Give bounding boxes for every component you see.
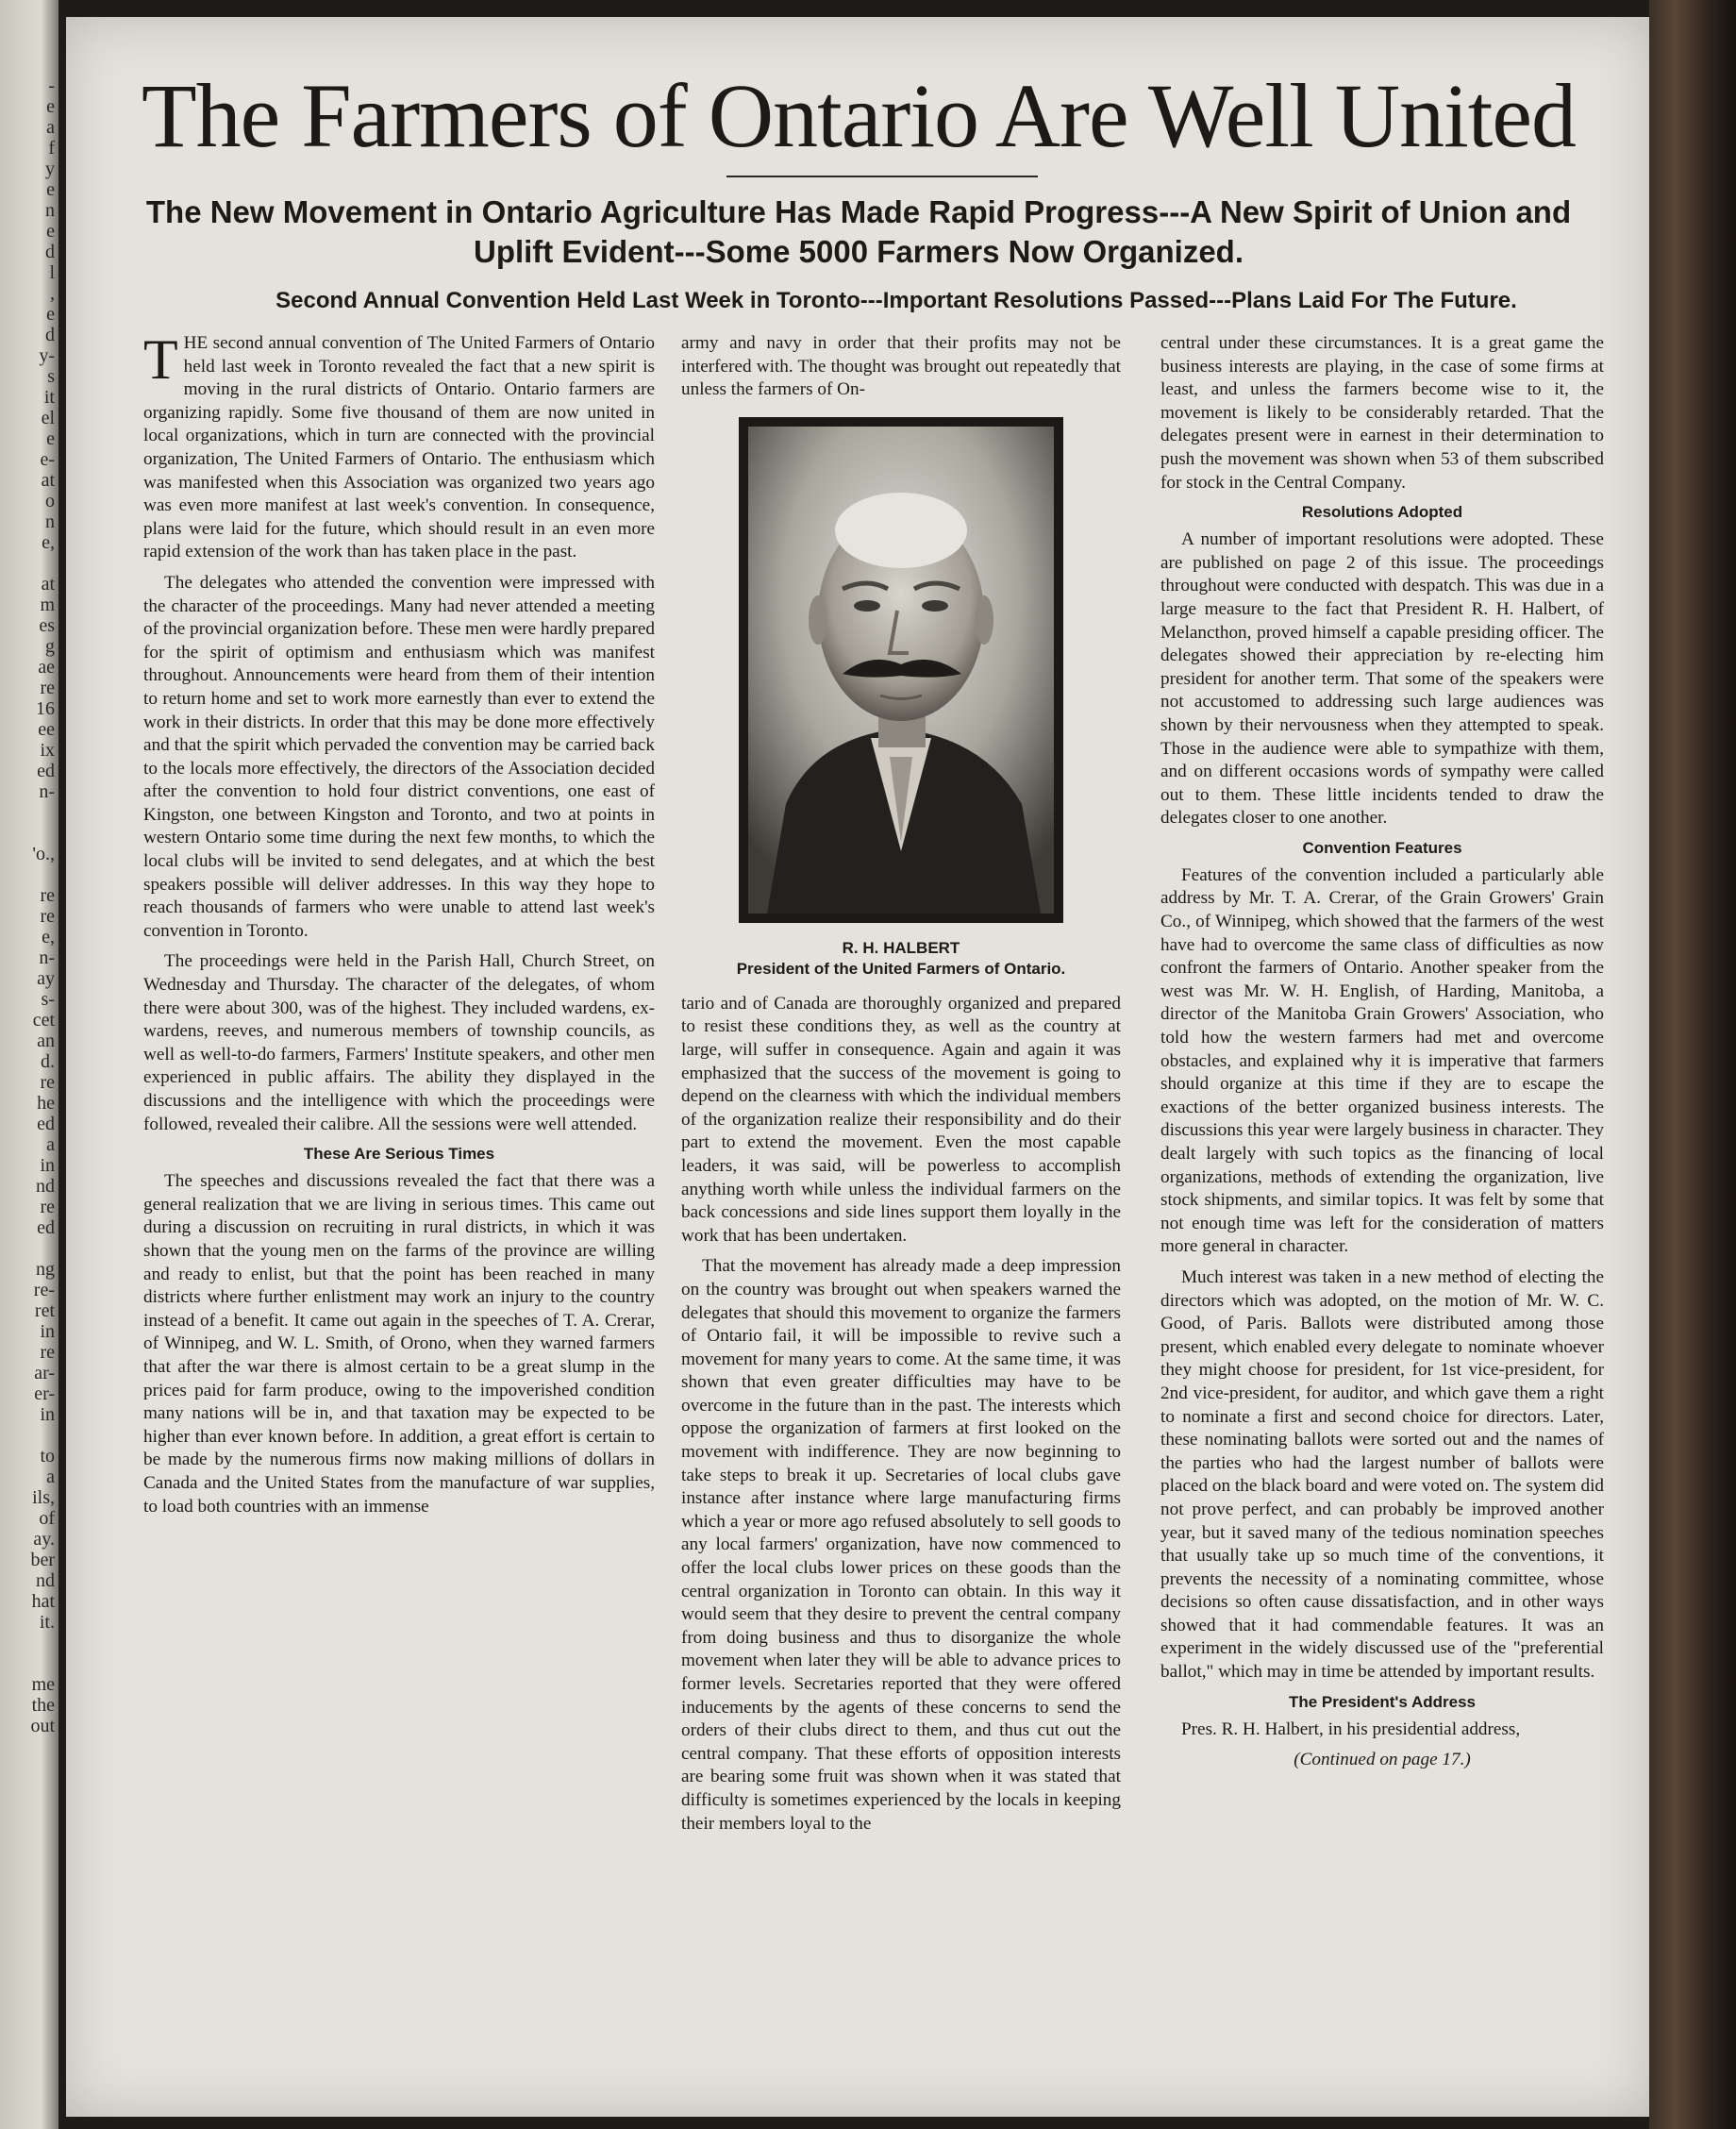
article-headline: The Farmers of Ontario Are Well United	[141, 65, 1577, 166]
newspaper-page	[66, 17, 1651, 2117]
adjacent-page-edge	[0, 0, 58, 2129]
paragraph: Features of the convention included a particularly able address by Mr. T. A. Crerar, of the Grain Growers' Grain Co., of Winnipeg, which showed that the farmers of the west have had to overcome the same class of difficulties as now confront the farmers of Ontario. Another speaker from the west was Mr. W. H. English, of Harding, Manitoba, a director of the Manitoba Grain Growers' Association, who told how the western farmers had met and overcome obstacles, and explained why it is imperative that farmers should organize at this time if they are to escape the exactions of the better organized business interests. The discussions this year were largely business in character. They dealt largely with such topics as the financing of local organizations, methods of extending the organization, live stock shipments, and similar topics. It was felt by some that not enough time was left for the consideration of matters more general in character.	[1160, 864, 1604, 1257]
paragraph-text: HE second annual convention of The United Farmers of Ontario held last week in Toronto revealed the fact that a new spirit is moving in the rural districts of Ontario. Ontario farmers are organizing rapidly. Some five thousand of them are now united in local organizations, which in turn are connected with the provincial organization, The United Farmers of Ontario. The enthusiasm which was manifested when this Association was organized two years ago was even more manifest at last week's convention. In consequence, plans were laid for the future, which should result in an even more rapid extension of the work than has taken place in the past.	[143, 333, 655, 562]
paragraph	[143, 328, 655, 564]
section-heading: Resolutions Adopted	[1301, 503, 1463, 522]
paragraph: central under these circumstances. It is a great game the business interests are playing, in the case of some firms at least, and unless the farmers become wise to it, the movement is likely to be considerably retarded. That the delegates present were in earnest in their determination to push the movement was shown when 53 of them subscribed for stock in the Central Company.	[1160, 333, 1604, 493]
section-heading: These Are Serious Times	[303, 1145, 495, 1164]
article-subtitle: The New Movement in Ontario Agriculture Has Made Rapid Progress---A New Spirit of Union and Uplift Evident---Some 5000 Farmers Now Organized.	[145, 194, 1572, 269]
column-2	[681, 332, 1121, 1843]
paragraph: The delegates who attended the convention were impressed with the character of the proceedings. Many had never attended a meeting of the provincial organization before. These men were hardly prepared for the spirit of optimism and enthusiasm which was manifest throughout. Announcements were heard from them of their intention to return home and set to work more earnestly than ever to extend the work in their districts. In order that this may be done more effectively and that the spirit which pervaded the convention may be carried back to the locals more effectively, the directors of the Association decided after the convention to hold four district conventions, one east of Kingston, one between Kingston and Toronto, and two at points in western Ontario some time during the next few months, to which the local clubs will be invited to send delegates, and at which the best speakers possible will deliver addresses. In this way they hope to reach thousands of farmers who were unable to attend last week's convention in Toronto.	[143, 572, 655, 941]
portrait-photo	[748, 427, 1054, 914]
portrait-photo-frame	[739, 417, 1063, 923]
paragraph: Pres. R. H. Halbert, in his presidential address,	[1181, 1718, 1521, 1739]
drop-cap: T	[143, 328, 178, 391]
paragraph: tario and of Canada are thoroughly organized and prepared to resist these conditions they, as well as the country at large, will suffer in consequence. Again and again it was emphasized that the success of the movement is going to depend on the clearness with which the individual members of the organization realize their responsibility and do their part to extend the movement. Even the most capable leaders, it was said, will be powerless to accomplish anything worth while unless the individual farmers on the back concessions and side lines support them loyally in the work that has been undertaken.	[681, 993, 1121, 1246]
headline-rule	[726, 176, 1038, 177]
paragraph: The proceedings were held in the Parish Hall, Church Street, on Wednesday and Thursday. The character of the delegates, of whom there were about 300, was of the highest. They included wardens, ex-wardens, reeves, and numerous members of township councils, as well as well-to-do farmers, Farmers' Institute speakers, and other men experienced in public affairs. The ability they displayed in the discussions and the intelligence with which the proceedings were followed, revealed their calibre. All the sessions were well attended.	[143, 951, 655, 1134]
book-binding-edge	[1649, 0, 1736, 2129]
continued-notice: (Continued on page 17.)	[1294, 1750, 1471, 1770]
column-3	[1160, 332, 1604, 1772]
column-1	[143, 328, 655, 1526]
paragraph: army and navy in order that their profits may not be interfered with. The thought was brought out repeatedly that unless the farmers of On-	[681, 333, 1121, 400]
caption-name: R. H. HALBERT	[842, 938, 960, 957]
article-kicker: Second Annual Convention Held Last Week in Toronto---Important Resolutions Passed---Plans Laid For The Future.	[275, 288, 1517, 313]
section-heading: The President's Address	[1288, 1692, 1477, 1711]
section-heading: Convention Features	[1302, 838, 1462, 857]
paragraph: Much interest was taken in a new method of electing the directors which was adopted, on the motion of Mr. W. C. Good, of Paris. Ballots were distributed among those present, which enabled every delegate to nominate whoever they might choose for president, for 1st vice-president, for 2nd vice-president, for auditor, and which gave them a right to nominate a first and second choice for directors. Later, these nominating ballots were sorted out and the names of the parties who had the largest number of ballots were placed on the black board and were voted on. The system did not prove perfect, and can probably be improved another year, but it saved many of the tedious nomination speeches that usually take up so much time of the conventions, it prevents the necessity of a nominating committee, whose decisions so often cause dissatisfaction, and in other ways showed that it had commendable features. It was an experiment in the widely discussed use of the "preferential ballot," which may in time be attended by important results.	[1160, 1266, 1604, 1683]
portrait-illustration	[748, 427, 1054, 914]
paragraph: That the movement has already made a deep impression on the country was brought out when speakers warned the delegates that should this movement to organize the farmers of Ontario fail, it will be impossible to revive such a movement for many years to come. At the same time, it was shown that even greater difficulties may have to be overcome in the future than in the past. The interests which oppose the organization of farmers at first looked on the movement with indifference. They are now beginning to take steps to break it up. Secretaries of local clubs gave instance after instance where large manufacturing firms which a year or more ago refused absolutely to sell goods to any local farmers' organization, have now commenced to offer the local clubs lower prices on these goods than the central organization in Toronto can obtain. In this way it would seem that they desire to prevent the central company from doing business and thus to disorganize the whole movement when later they will be able to advance prices to former levels. Secretaries reported that they were offered inducements by the agents of these concerns to send the orders of their clubs direct to them, and thus cut out the central company. That these efforts of opposition interests are bearing some fruit was shown when it was stated that difficulty is sometimes experienced by the locals in keeping their members loyal to the	[681, 1256, 1121, 1834]
paragraph: The speeches and discussions revealed the fact that there was a general realization that we are living in serious times. This came out during a discussion on recruiting in rural districts, in which it was shown that the young men on the farms of the province are willing and ready to enlist, but that the point has been reached in many districts where further enlistment may work an injury to the country instead of a benefit. It came out again in the speeches of T. A. Crerar, of Winnipeg, and W. L. Smith, of Orono, when they warned farmers that after the war there is almost certain to be a great slump in the prices paid for farm produce, owing to the impoverished condition many nations will be in, and that taxation may be expected to be higher than ever known before. In addition, a great effort is certain to be made by the numerous firms now making millions of dollars in Canada and the United States from the manufacture of war supplies, to load both countries with an immense	[143, 1171, 655, 1517]
paragraph: A number of important resolutions were adopted. These are published on page 2 of this issue. The proceedings throughout were conducted with despatch. This was due in a large measure to the fact that President R. H. Halbert, of Melancthon, proved himself a capable presiding officer. The delegates showed their appreciation by re-electing him president for another term. That some of the speakers were not accustomed to addressing such large audiences was shown by their nervousness when they attempted to speak. Those in the audience were able to sympathize with them, and on different occasions words of sympathy were called out to them. These little incidents tended to draw the delegates closer to one another.	[1160, 529, 1604, 829]
photo-caption	[681, 938, 1121, 980]
caption-title: President of the United Farmers of Ontario.	[736, 959, 1066, 978]
adjacent-page-text-fragment: - e a f y e n e d l , e d y- s it el e e- at o n e, at m es g ae re 16 ee ix ed n- 'o., re re e, n- ay s- cet an d. re he ed a in nd re ed ng re- ret in re ar- er- in to a ils, of ay. ber nd hat it. me the out	[30, 75, 55, 1736]
